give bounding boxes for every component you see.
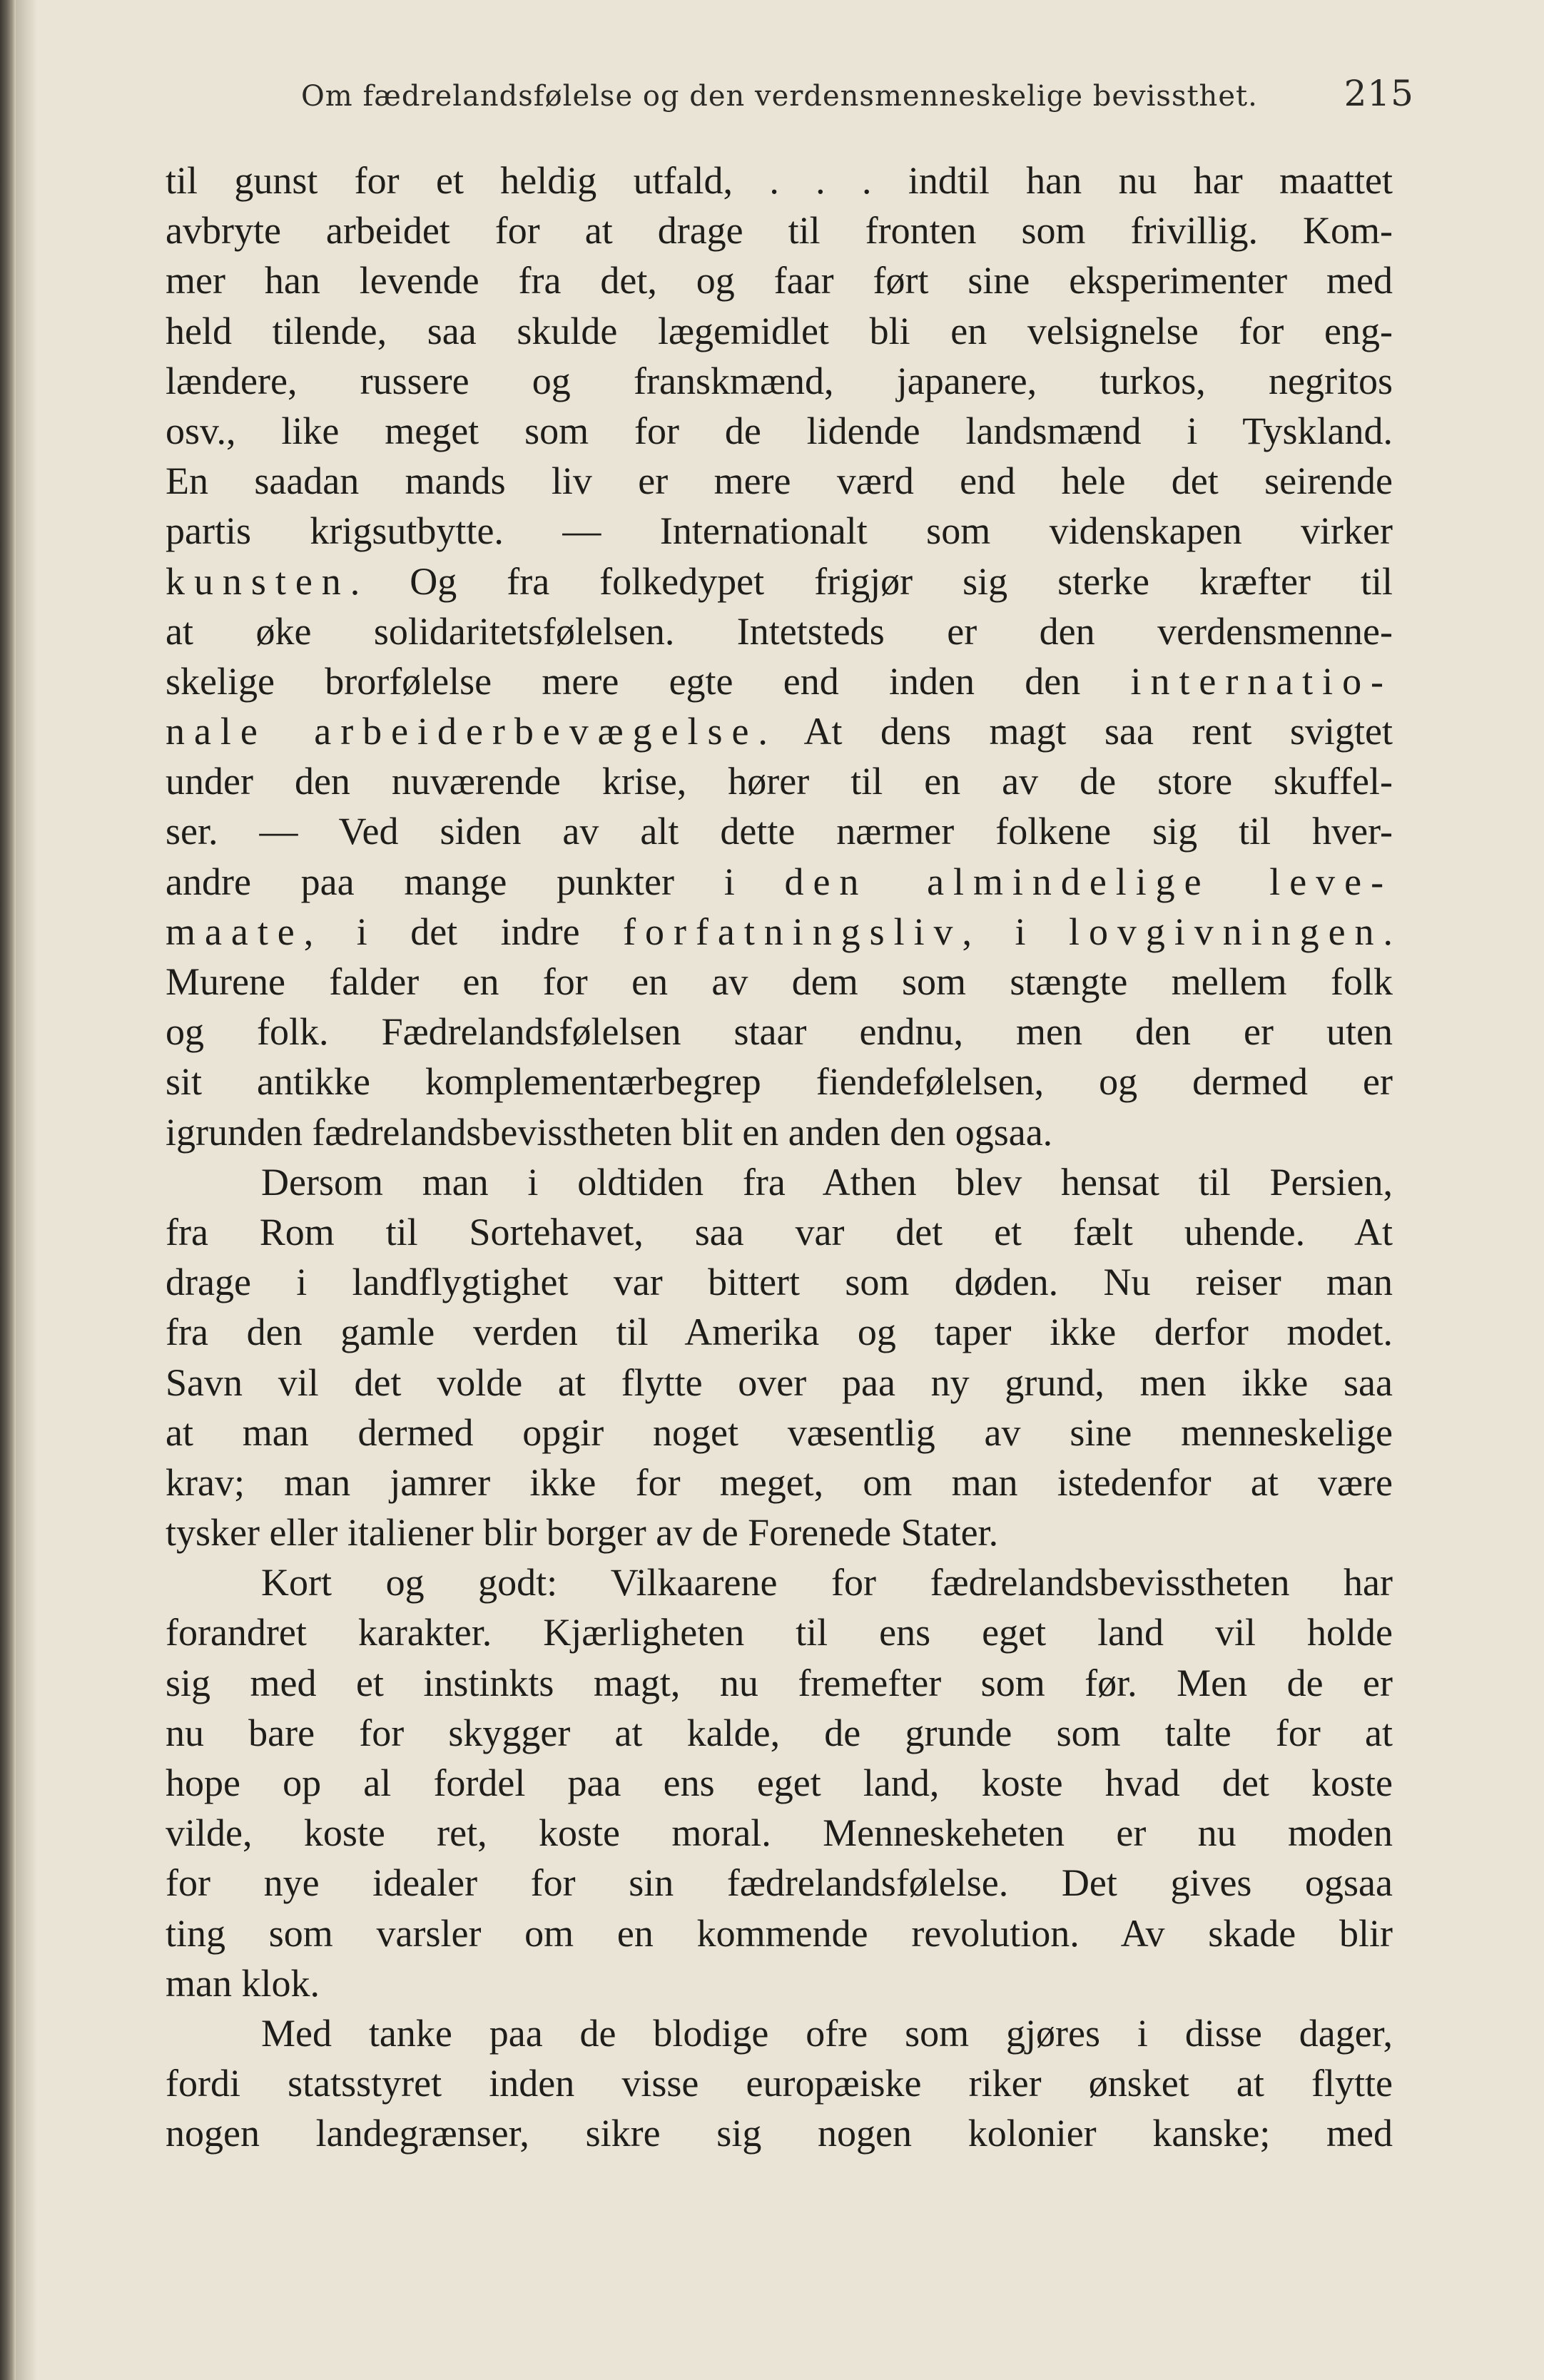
spaced-emphasis-text: forfatningsliv bbox=[623, 910, 963, 953]
text-run: tysker eller italiener blir borger av de Forenede Stater. bbox=[166, 1511, 999, 1555]
text-run: Dersom man i oldtiden fra Athen blev hensat til Persien, bbox=[261, 1160, 1393, 1204]
text-run: osv., like meget som for de lidende landsmænd i Tyskland. bbox=[166, 409, 1393, 452]
text-line bbox=[166, 1708, 1393, 1758]
binding-edge bbox=[0, 0, 16, 2380]
text-run: partis krigsutbytte. — Internationalt som videnskapen virker bbox=[166, 509, 1393, 553]
spaced-emphasis-text: kunsten bbox=[166, 559, 350, 603]
text-run: Kort og godt: Vilkaarene for fædrelandsbevisstheten har bbox=[261, 1561, 1393, 1605]
text-run: . bbox=[1383, 910, 1393, 953]
header-title: Om fædrelandsfølelse og den verdensmenneskelige bevissthet. bbox=[301, 80, 1258, 113]
text-run: man klok. bbox=[166, 1961, 320, 2005]
text-run: En saadan mands liv er mere værd end hele det seirende bbox=[166, 459, 1393, 503]
text-run: igrunden fædrelandsbevisstheten blit en anden den ogsaa. bbox=[166, 1110, 1053, 1154]
text-line bbox=[166, 706, 1393, 756]
text-line bbox=[166, 2008, 1393, 2058]
text-line bbox=[166, 1858, 1393, 1908]
text-line bbox=[166, 1808, 1393, 1858]
text-line bbox=[166, 1207, 1393, 1257]
text-run: under den nuværende krise, hører til en av de store skuffel- bbox=[166, 760, 1393, 803]
text-line bbox=[166, 1758, 1393, 1808]
spaced-emphasis-text: lovgivningen bbox=[1068, 910, 1383, 953]
text-line bbox=[166, 907, 1393, 957]
text-line bbox=[166, 356, 1393, 406]
text-line bbox=[166, 255, 1393, 305]
text-run: nogen landegrænser, sikre sig nogen kolonier kanske; med bbox=[166, 2112, 1393, 2155]
spaced-emphasis-text: internatio- bbox=[1130, 659, 1393, 703]
text-run: avbryte arbeidet for at drage til fronten som frivillig. Kom- bbox=[166, 209, 1393, 253]
text-line bbox=[166, 1307, 1393, 1357]
text-line bbox=[166, 756, 1393, 806]
page-number: 215 bbox=[1344, 73, 1414, 114]
text-run: ser. — Ved siden av alt dette nærmer folkene sig til hver- bbox=[166, 810, 1393, 853]
text-run: til gunst for et heldig utfald, . . . indtil han nu har maattet bbox=[166, 159, 1393, 202]
text-line bbox=[166, 1107, 1393, 1157]
text-run: fordi statsstyret inden visse europæiske riker ønsket at flytte bbox=[166, 2062, 1393, 2105]
text-line bbox=[166, 957, 1393, 1007]
text-line bbox=[166, 1408, 1393, 1458]
text-run: nu bare for skygger at kalde, de grunde som talte for at bbox=[166, 1711, 1393, 1754]
text-line bbox=[166, 1358, 1393, 1408]
text-run: Med tanke paa de blodige ofre som gjøres i disse dager, bbox=[261, 2011, 1393, 2055]
text-line bbox=[166, 1458, 1393, 1507]
text-run: og folk. Fædrelandsfølelsen staar endnu, men den er uten bbox=[166, 1010, 1393, 1054]
text-line bbox=[166, 1157, 1393, 1207]
text-line bbox=[166, 205, 1393, 255]
text-run: . At dens magt saa rent svigtet bbox=[758, 710, 1393, 753]
text-run: , i bbox=[962, 910, 1069, 953]
text-line bbox=[166, 1507, 1393, 1557]
text-run: lændere, russere og franskmænd, japanere, turkos, negritos bbox=[166, 359, 1393, 402]
text-line bbox=[166, 556, 1393, 606]
text-run: hope op al fordel paa ens eget land, koste hvad det koste bbox=[166, 1761, 1393, 1804]
text-run: at øke solidaritetsfølelsen. Intetsteds er den verdensmenne- bbox=[166, 609, 1393, 653]
running-header bbox=[301, 73, 1414, 123]
text-line bbox=[166, 1257, 1393, 1307]
text-run: drage i landflygtighet var bittert som døden. Nu reiser man bbox=[166, 1261, 1393, 1304]
text-line bbox=[166, 2058, 1393, 2108]
text-run: Murene falder en for en av dem som stængte mellem folk bbox=[166, 960, 1393, 1003]
text-line bbox=[166, 156, 1393, 205]
text-run: vilde, koste ret, koste moral. Menneskeheten er nu moden bbox=[166, 1811, 1393, 1855]
text-run: mer han levende fra det, og faar ført sine eksperimenter med bbox=[166, 259, 1393, 302]
text-line bbox=[166, 1057, 1393, 1107]
text-line bbox=[166, 857, 1393, 907]
text-line bbox=[166, 606, 1393, 656]
text-line bbox=[166, 1658, 1393, 1708]
text-line bbox=[166, 2108, 1393, 2158]
text-run: held tilende, saa skulde lægemidlet bli en velsignelse for eng- bbox=[166, 309, 1393, 352]
text-line bbox=[166, 1557, 1393, 1607]
text-run: for nye idealer for sin fædrelandsfølelse. Det gives ogsaa bbox=[166, 1861, 1393, 1905]
text-run: andre paa mange punkter i bbox=[166, 860, 785, 903]
text-run: . Og fra folkedypet frigjør sig sterke kræfter til bbox=[350, 559, 1393, 603]
text-line bbox=[166, 406, 1393, 456]
text-run: fra Rom til Sortehavet, saa var det et fælt uhende. At bbox=[166, 1210, 1393, 1253]
text-line bbox=[166, 456, 1393, 506]
body-text bbox=[166, 156, 1393, 2159]
text-line bbox=[166, 506, 1393, 556]
text-run: Savn vil det volde at flytte over paa ny grund, men ikke saa bbox=[166, 1361, 1393, 1404]
text-line bbox=[166, 656, 1393, 706]
spaced-emphasis-text: maate bbox=[166, 910, 304, 953]
text-line bbox=[166, 1007, 1393, 1057]
spaced-emphasis-text: den almindelige leve- bbox=[784, 860, 1393, 903]
text-run: sig med et instinkts magt, nu fremefter som før. Men de er bbox=[166, 1661, 1393, 1704]
binding-shadow bbox=[16, 0, 37, 2380]
text-run: at man dermed opgir noget væsentlig av sine menneskelige bbox=[166, 1410, 1393, 1454]
text-line bbox=[166, 1607, 1393, 1657]
spaced-emphasis-text: nale arbeiderbevægelse bbox=[166, 710, 758, 753]
text-run: forandret karakter. Kjærligheten til ens eget land vil holde bbox=[166, 1611, 1393, 1654]
text-run: , i det indre bbox=[303, 910, 624, 953]
text-line bbox=[166, 1908, 1393, 1958]
text-run: skelige brorfølelse mere egte end inden den bbox=[166, 659, 1131, 703]
text-run: krav; man jamrer ikke for meget, om man istedenfor at være bbox=[166, 1460, 1393, 1504]
text-run: fra den gamle verden til Amerika og taper ikke derfor modet. bbox=[166, 1311, 1393, 1354]
text-line bbox=[166, 1958, 1393, 2008]
text-line bbox=[166, 306, 1393, 356]
text-run: ting som varsler om en kommende revolution. Av skade blir bbox=[166, 1911, 1393, 1955]
text-run: sit antikke komplementærbegrep fiendefølelsen, og dermed er bbox=[166, 1060, 1393, 1104]
text-line bbox=[166, 806, 1393, 856]
